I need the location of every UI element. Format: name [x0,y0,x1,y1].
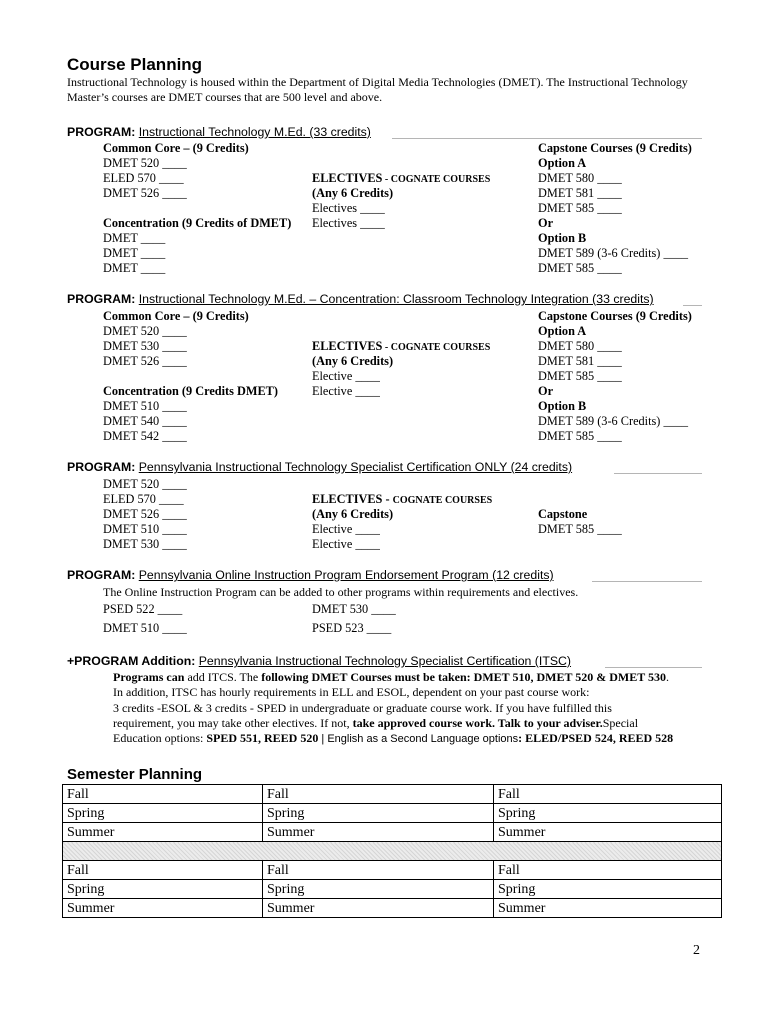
elective-line: Elective ____ [312,537,380,551]
program-1-heading [67,125,371,139]
table-cell[interactable]: Spring [263,804,494,823]
course-line: DMET 530 ____ [103,537,187,551]
program-name: Pennsylvania Instructional Technology Specialist Certification ONLY (24 credits) [138,460,573,474]
core-heading: Common Core – (9 Credits) [103,309,249,323]
program-5-heading [67,654,571,668]
table-cell[interactable]: Fall [63,861,263,880]
page-title: Course Planning [67,55,203,74]
shaded-separator [63,842,722,861]
program-label: PROGRAM: [67,125,136,139]
table-row [63,785,722,804]
course-line: DMET 510 ____ [103,399,187,413]
table-cell[interactable]: Fall [263,785,494,804]
capstone-heading: Capstone Courses (9 Credits) [538,309,692,323]
electives-credits: (Any 6 Credits) [312,186,394,200]
table-cell[interactable]: Summer [494,823,722,842]
table-cell[interactable]: Summer [263,823,494,842]
program-label: +PROGRAM Addition: [67,654,196,668]
program-label: PROGRAM: [67,568,136,582]
table-cell[interactable]: Spring [263,880,494,899]
course-line: DMET ____ [103,261,166,275]
table-separator-row [63,842,722,861]
semester-planning-table [62,784,722,918]
table-cell[interactable]: Summer [263,899,494,918]
table-row [63,804,722,823]
course-line: DMET 510 ____ [103,621,187,635]
itsc-line: 3 credits -ESOL & 3 credits - SPED in undergraduate or graduate course work. If you have fulfilled this [113,700,612,715]
table-cell[interactable]: Fall [494,861,722,880]
elective-line: Electives ____ [312,216,385,230]
table-cell[interactable]: Spring [63,880,263,899]
table-cell[interactable]: Summer [63,899,263,918]
table-cell[interactable]: Fall [494,785,722,804]
option-a: Option A [538,324,587,338]
concentration-heading: Concentration (9 Credits of DMET) [103,216,292,230]
course-line: DMET 542 ____ [103,429,187,443]
table-row [63,899,722,918]
course-line: DMET 530 ____ [312,602,396,616]
itsc-line: requirement, you may take other electives. If not, take approved course work. Talk to your adviser.Special [113,715,639,730]
table-row [63,880,722,899]
table-cell[interactable]: Summer [63,823,263,842]
program-name: Instructional Technology M.Ed. – Concentration: Classroom Technology Integration (33 credits) [138,292,654,306]
itsc-requirements [113,670,723,747]
course-line: DMET 589 (3-6 Credits) ____ [538,414,689,428]
program-4-heading [67,568,554,582]
course-line: DMET 581 ____ [538,354,622,368]
electives-heading: ELECTIVES - COGNATE COURSES [312,492,493,506]
course-line: DMET 585 ____ [538,429,622,443]
course-line: DMET 581 ____ [538,186,622,200]
elective-line: Elective ____ [312,369,380,383]
table-row [63,823,722,842]
program-3-heading [67,460,572,474]
course-line: PSED 522 ____ [103,602,183,616]
course-line: DMET 585 ____ [538,522,622,536]
divider [605,667,702,668]
course-line: DMET 540 ____ [103,414,187,428]
table-cell[interactable]: Summer [494,899,722,918]
concentration-heading: Concentration (9 Credits DMET) [103,384,278,398]
course-line: DMET 585 ____ [538,201,622,215]
table-cell[interactable]: Spring [494,880,722,899]
table-row [63,861,722,880]
capstone-heading: Capstone Courses (9 Credits) [538,141,692,155]
program-name: Pennsylvania Online Instruction Program Endorsement Program (12 credits) [138,568,554,582]
course-line: ELED 570 ____ [103,492,184,506]
course-line: DMET 580 ____ [538,339,622,353]
program-name: Pennsylvania Instructional Technology Specialist Certification (ITSC) [198,654,572,668]
table-cell[interactable]: Fall [63,785,263,804]
capstone-heading: Capstone [538,507,588,521]
program-label: PROGRAM: [67,460,136,474]
course-line: DMET 520 ____ [103,477,187,491]
table-cell[interactable]: Spring [63,804,263,823]
program-label: PROGRAM: [67,292,136,306]
course-line: DMET 580 ____ [538,171,622,185]
electives-heading: ELECTIVES - COGNATE COURSES [312,339,491,353]
page-number: 2 [693,943,700,958]
program-note: The Online Instruction Program can be added to other programs within requirements and electives. [103,585,579,599]
table-cell[interactable]: Fall [263,861,494,880]
course-line: DMET 589 (3-6 Credits) ____ [538,246,689,260]
course-line: DMET 520 ____ [103,156,187,170]
table-cell[interactable]: Spring [494,804,722,823]
course-line: DMET 520 ____ [103,324,187,338]
elective-line: Elective ____ [312,522,380,536]
course-line: DMET 510 ____ [103,522,187,536]
itsc-line: In addition, ITSC has hourly requirements in ELL and ESOL, dependent on your past course work: [113,685,590,700]
program-name: Instructional Technology M.Ed. (33 credits) [138,125,371,139]
intro-paragraph: Instructional Technology is housed within the Department of Digital Media Technologies (DMET). The Instructional Technology Master’s courses are DMET courses that are 500 level and above. [67,75,688,104]
option-a: Option A [538,156,587,170]
course-line: DMET ____ [103,246,166,260]
electives-heading: ELECTIVES - COGNATE COURSES [312,171,491,185]
electives-credits: (Any 6 Credits) [312,507,394,521]
itsc-line: Education options: SPED 551, REED 520 | English as a Second Language options: ELED/PSED 524, REED 528 [113,731,674,746]
divider [592,581,702,582]
option-b: Option B [538,231,587,245]
divider [683,305,702,306]
semester-planning-title: Semester Planning [67,766,203,783]
course-line: DMET 530 ____ [103,339,187,353]
elective-line: Elective ____ [312,384,380,398]
divider [614,473,702,474]
electives-credits: (Any 6 Credits) [312,354,394,368]
course-line: DMET 526 ____ [103,186,187,200]
course-line: DMET 585 ____ [538,369,622,383]
divider [392,138,702,139]
program-2-heading [67,292,654,306]
course-line: DMET ____ [103,231,166,245]
course-line: DMET 526 ____ [103,507,187,521]
course-line: DMET 526 ____ [103,354,187,368]
or-label: Or [538,216,554,230]
course-line: PSED 523 ____ [312,621,392,635]
option-b: Option B [538,399,587,413]
core-heading: Common Core – (9 Credits) [103,141,249,155]
course-line: ELED 570 ____ [103,171,184,185]
elective-line: Electives ____ [312,201,385,215]
or-label: Or [538,384,554,398]
itsc-line: Programs can add ITCS. The following DMET Courses must be taken: DMET 510, DMET 520 & DMET 530. [113,670,670,684]
course-line: DMET 585 ____ [538,261,622,275]
